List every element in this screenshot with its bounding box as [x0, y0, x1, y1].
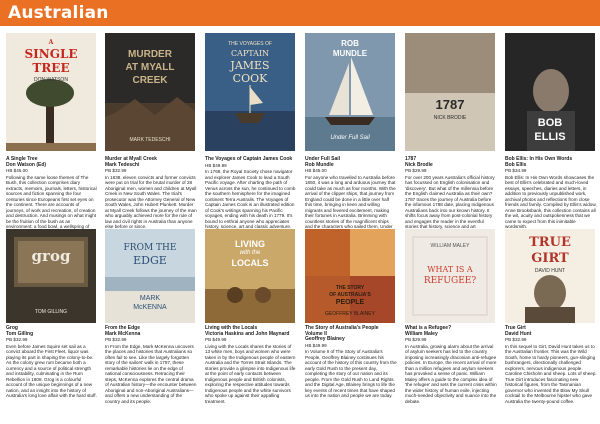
book-title[interactable]: Grog	[6, 325, 18, 331]
book-cover[interactable]	[405, 33, 495, 151]
book-title[interactable]: What is a Refugee?	[405, 325, 452, 331]
book-cover[interactable]	[105, 33, 195, 151]
cover-line: LOCALS	[231, 258, 269, 268]
cover-line: McKENNA	[133, 304, 167, 311]
cover-line: EDGE	[133, 254, 167, 267]
book-title[interactable]: Murder at Myall Creek	[105, 156, 157, 162]
section-title: Australian	[8, 3, 109, 23]
cover-line: A	[48, 39, 54, 46]
cover-line: SINGLE	[24, 47, 78, 61]
book-price: PB $32.99	[105, 168, 127, 174]
book-author: Victoria Haskins and John Maynard	[205, 330, 290, 337]
cover-author: DAVID HUNT	[534, 268, 566, 274]
cover-line: THE VOYAGES OF	[228, 41, 272, 47]
book-price: PB $29.99	[405, 337, 427, 343]
book-meta	[6, 326, 98, 399]
cover-author: NICK BRODIE	[433, 115, 467, 121]
cover-line: MUNDLE	[332, 49, 368, 58]
book-author: Geoffrey Blainey	[305, 336, 345, 343]
book-title[interactable]: Living with the Locals	[205, 325, 258, 331]
book-author: Rob Mundle	[305, 161, 334, 168]
book-title[interactable]: Bob Ellis: In His Own Words	[505, 156, 573, 162]
cover-line: AT MYALL	[125, 62, 175, 73]
cover-line: THE STORY	[335, 285, 365, 291]
book-cover[interactable]	[505, 33, 595, 151]
cover-line: BOB	[537, 117, 563, 129]
book-description: Living with the Locals shares the stories of 13 white men, boys and women who were taken in by the Indigenous people of eastern Australia and the Torres Strait Islands. The stories provide a glimpse into Indigenous life at the point of early contacts between Indigenous people and British colonists, exploring the respective attitudes towards Indigenous people and the white survivors who spoke up against their appalling treatment.	[205, 343, 296, 404]
book-description: In 1838, eleven convicts and former convicts were put on trial for the brutal murder of 28 Aboriginal men, women and children at Myall Creek in New South Wales. The trial's prosecutor was the Attorney General of New South Wales, John Hubert Plunkett. Murder at Myall Creek follows the journey of the man who arguably achieved more for the rule of law and civil rights in Australia than anyone else before or since.	[105, 174, 197, 230]
book-meta	[205, 326, 297, 404]
book-title[interactable]: True Girt	[505, 325, 526, 331]
cover-line: GIRT	[531, 251, 569, 266]
book-description: In From the Edge, Mark McKenna uncovers the places and histories that Australians so often fail to see. Like the largely forgotten story of the sailors' walk in 1797, these remarkable histories lie on the edge of national consciousness. Retracing their steps, McKenna explores the central drama of Australian history—the encounter between Aboriginal and non-Aboriginal Australians—and offers a new understanding of the country and its people.	[105, 343, 197, 404]
book-price: PB $32.99	[105, 337, 127, 343]
cover-author: MARK TEDESCHI	[129, 137, 171, 143]
book-meta	[205, 157, 297, 230]
book-description: For over 200 years Australia's official history has focussed on English colonisation and 'discovery'. But what of the millennia before the English claimed Australia as their own? 1787 traces the journey of Australia before the infamous 1788 date, placing Indigenous Australians back into our known history. It shifts focus away from post-colonial history and engages the reader in the eventful stories that history, science and art	[405, 174, 495, 230]
book-price: HB $45.00	[6, 168, 28, 174]
cover-line: 1787	[435, 97, 465, 112]
book-author: Tom Gilling	[6, 330, 34, 337]
book-author: David Hunt	[505, 330, 532, 337]
book-description: For anyone who travelled to Australia before 1850, it was a long and arduous journey that could take as much as four months. With the arrival of the clipper ships, that journey from England could be done in a little over half this time, bringing in keen and willing migrants and fevered excitement, making their fortunes in Australia. Brimming with countless stories of the magnificent ships and the characters who sailed them, Under	[305, 174, 396, 230]
cover-line: ROB	[341, 39, 359, 48]
cover-line: COOK	[232, 72, 268, 85]
book-author: Nick Brodie	[405, 161, 433, 168]
book-meta	[305, 326, 397, 399]
cover-line: TRUE	[529, 235, 571, 250]
book-price: PB $49.99	[205, 337, 227, 343]
cover-line: with the	[239, 250, 261, 256]
book-title[interactable]: Under Full Sail	[305, 156, 341, 162]
cover-line: grog	[31, 247, 71, 265]
cover-art	[405, 33, 495, 151]
book-meta	[105, 326, 197, 404]
cover-line: Under Full Sail	[330, 135, 370, 141]
book-description: Bob Ellis: In His Own Words showcases the best of Ellis's celebrated and much-loved essays, speeches, diaries and letters, in addition to previously unpublished work, archival photos and reflections from close friends and family. Compiled by Ellis's widow, Anne Brooksbank, this collection contains all the wit, acuity and outspokenness that we came to expect from this inimitable wordsmith.	[505, 174, 597, 230]
cover-author: WILLIAM MALEY	[430, 243, 470, 249]
cover-author: GEOFFREY BLAINEY	[325, 311, 375, 317]
book-meta	[405, 326, 497, 404]
book-cover[interactable]	[305, 33, 395, 151]
book-meta	[405, 157, 497, 235]
book-price: PB $29.99	[405, 168, 427, 174]
book-cover[interactable]	[505, 229, 595, 323]
book-description: In this sequel to Girt, David Hunt takes us to the Australian frontier. This was the Wild South, home to hardy pioneers, gun-slinging bushrangers, directionally challenged explorers, nervous indigenous people. Caroline Chisholm and sheep. Lots of sheep. True Girt introduces fascinating new historical figures, from the Tasmanian governor who invented the Blow My Skull cocktail to the Melbourne hipster who gave Australia the twenty-pound coffee.	[505, 343, 597, 404]
book-price: HB $49.99	[305, 342, 327, 348]
cover-line: CREEK	[132, 75, 168, 86]
cover-line: TREE	[32, 61, 70, 75]
book-author: William Maley	[405, 330, 438, 337]
cover-line: LIVING	[234, 239, 265, 249]
book-price: PB $34.99	[505, 168, 527, 174]
cover-line: REFUGEE?	[423, 276, 477, 286]
book-author: Mark Tedeschi	[105, 161, 140, 168]
section-banner	[0, 0, 600, 26]
book-price: PB $32.99	[505, 337, 527, 343]
book-description: In Australia, growing alarm about the arrival of asylum seekers has led to the country imposing increasingly draconian anti-refugee policies. In Europe, the recent arrival of more than a million refugees and asylum seekers has provoked a sense of panic. William Maley offers a guide to the complex idea of 'the refugee' and sets the current crisis within the wider history of human exile, injecting much-needed objectivity and nuance into the debate.	[405, 343, 497, 404]
book-title[interactable]: The Story of Australia's People Volume II	[305, 325, 379, 337]
book-cover[interactable]	[6, 229, 96, 323]
book-description: In Volume II of The Story of Australia's People, Geoffrey Blainey continues his account of the history of this country from the early Gold Rush to the present day, completing the story of our nation and its people. From the Gold Rush to Land Rights and the Digital Age, Blainey brings to life the key events of recent times that have shaped us into the nation and people we are today.	[305, 349, 397, 399]
cover-author: TOM GILLING	[34, 309, 68, 315]
book-title[interactable]: The Voyages of Captain James Cook	[205, 156, 293, 162]
cover-line: MURDER	[128, 49, 172, 60]
book-meta	[105, 157, 197, 230]
book-author: Bob Ellis	[505, 161, 527, 168]
cover-line: ELLIS	[534, 131, 566, 143]
book-description: Even before James Squire set sail as a convict aboard the First Fleet, liquor was playing its part in shaping the colony-to-be. As the colony grew rum became both a currency and a source of political strength and instability, culminating in the Rum Rebellion in 1808. Grog is a colourful account of the unique beginnings of a new nation, and an insight into the history of Australia's long love affair with the hard stuff.	[6, 343, 97, 399]
book-price: HB $45.00	[305, 168, 327, 174]
cover-line: PEOPLE	[335, 299, 365, 306]
book-author: Mark McKenna	[105, 330, 141, 337]
book-meta	[6, 157, 98, 235]
cover-line: WHAT IS A	[427, 265, 473, 274]
book-cover[interactable]	[205, 33, 295, 151]
book-description: In 1768, the Royal Society chose navigator and explorer James Cook to lead a South Pacific voyage. After charting the path of Venus across the sun, he continued to comb the southern hemisphere for the imagined continent Terra Australis. The Voyages of Captain James Cook is an illustrated edition of Cook's writings spanning his Pacific voyages, ending with his death in 1779. It's bound to enthral anyone who appreciates history, science, art and classic adventure.	[205, 169, 296, 230]
book-cover[interactable]	[6, 33, 96, 151]
book-meta	[505, 157, 597, 230]
book-cover[interactable]	[205, 229, 295, 323]
book-meta	[505, 326, 597, 404]
cover-art	[305, 229, 395, 323]
book-title[interactable]: A Single Tree	[6, 156, 38, 162]
cover-line: OF AUSTRALIA'S	[329, 292, 371, 298]
book-cover[interactable]	[405, 229, 495, 323]
book-cover[interactable]	[305, 229, 395, 323]
book-price: PB $32.99	[6, 337, 28, 343]
book-title[interactable]: 1787	[405, 156, 417, 162]
cover-line: JAMES	[230, 59, 270, 72]
cover-line: MARK	[139, 295, 161, 302]
cover-author: DON WATSON	[34, 77, 68, 83]
book-title[interactable]: From the Edge	[105, 325, 141, 331]
book-price: HB $49.99	[205, 162, 227, 168]
book-description: Following the same loose themes of The Bush, this collection comprises diary extracts, memoirs, journals, letters, historical sources and fiction spanning the four centuries since Europeans first set eyes on the continent. There are accounts of journeys, of work and recreation, of creation and destruction. And musings on what might be the fruition of the bush as an environment: a food bowl, a wellspring of	[6, 174, 97, 230]
cover-line: FROM THE	[123, 243, 177, 253]
book-author: Don Watson (Ed)	[6, 161, 47, 168]
cover-line: CAPTAIN	[230, 49, 270, 58]
book-cover[interactable]	[105, 229, 195, 323]
